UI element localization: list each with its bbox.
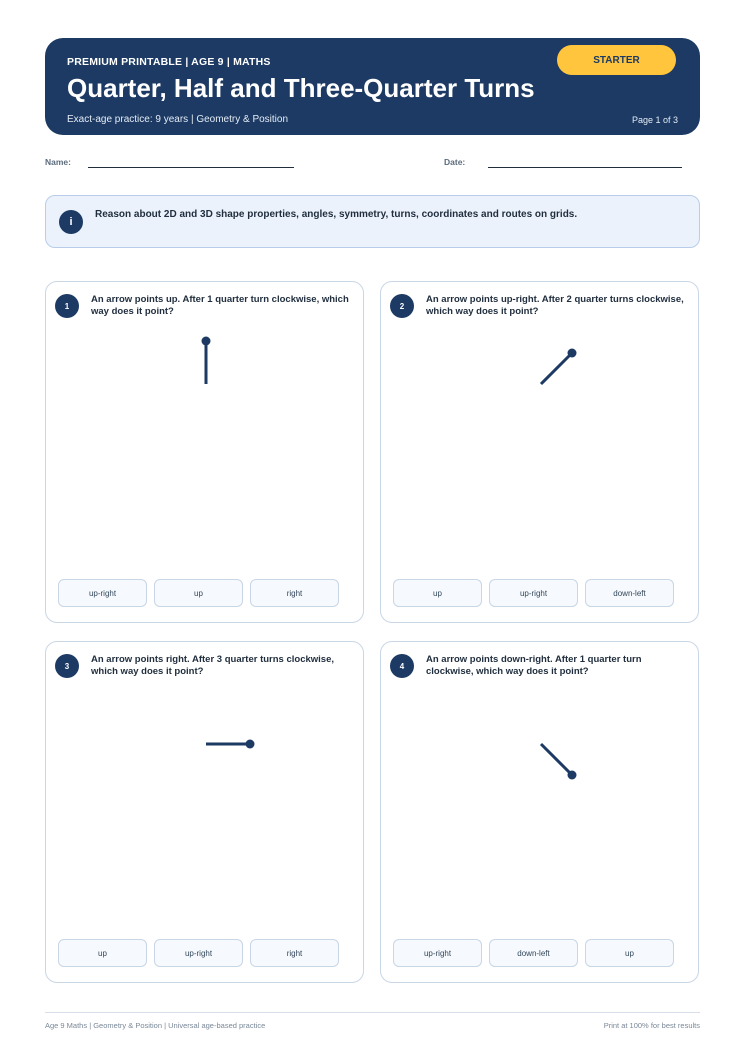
question-text: An arrow points right. After 3 quarter turns clockwise, which way does it point? xyxy=(91,654,334,677)
info-text: Reason about 2D and 3D shape properties, angles, symmetry, turns, coordinates and routes on grids. xyxy=(95,209,578,220)
question-card-1 xyxy=(45,281,364,623)
answer-option[interactable]: up xyxy=(585,939,674,967)
answer-option[interactable]: up-right xyxy=(489,579,578,607)
question-card-3 xyxy=(45,641,364,983)
arrow-up-right-icon xyxy=(381,282,700,582)
answer-option[interactable]: up xyxy=(58,939,147,967)
arrow-down-right-icon xyxy=(381,642,700,942)
answer-options xyxy=(58,939,342,969)
header-kicker: PREMIUM PRINTABLE | AGE 9 | MATHS xyxy=(67,56,271,68)
footer-right: Print at 100% for best results xyxy=(603,1021,700,1030)
arrow-up-icon xyxy=(46,282,365,582)
answer-option[interactable]: down-left xyxy=(489,939,578,967)
footer-left: Age 9 Maths | Geometry & Position | Universal age-based practice xyxy=(45,1021,266,1030)
answer-option[interactable]: right xyxy=(250,579,339,607)
header-subtitle: Exact-age practice: 9 years | Geometry & Position xyxy=(67,114,289,125)
question-card-4 xyxy=(380,641,699,983)
level-badge: STARTER xyxy=(557,45,676,75)
question-text: An arrow points up-right. After 2 quarter turns clockwise, which way does it point? xyxy=(426,294,684,317)
info-box xyxy=(45,195,700,248)
answer-option[interactable]: down-left xyxy=(585,579,674,607)
answer-options xyxy=(58,579,342,609)
worksheet-header xyxy=(45,38,700,135)
date-field[interactable] xyxy=(488,167,682,168)
footer-divider xyxy=(45,1012,700,1013)
date-label: Date: xyxy=(444,157,466,167)
question-number: 2 xyxy=(390,294,414,318)
answer-options xyxy=(393,939,677,969)
answer-option[interactable]: up xyxy=(393,579,482,607)
answer-option[interactable]: up-right xyxy=(154,939,243,967)
name-field[interactable] xyxy=(88,167,294,168)
arrow-right-icon xyxy=(46,642,365,942)
answer-option[interactable]: up-right xyxy=(393,939,482,967)
info-icon: i xyxy=(59,210,83,234)
page-title: Quarter, Half and Three-Quarter Turns xyxy=(67,73,535,103)
question-text: An arrow points down-right. After 1 quarter turn clockwise, which way does it point? xyxy=(426,654,642,677)
question-card-2 xyxy=(380,281,699,623)
question-text: An arrow points up. After 1 quarter turn clockwise, which way does it point? xyxy=(91,294,349,317)
answer-option[interactable]: up xyxy=(154,579,243,607)
answer-option[interactable]: up-right xyxy=(58,579,147,607)
question-number: 3 xyxy=(55,654,79,678)
answer-options xyxy=(393,579,677,609)
answer-option[interactable]: right xyxy=(250,939,339,967)
question-number: 4 xyxy=(390,654,414,678)
question-number: 1 xyxy=(55,294,79,318)
name-label: Name: xyxy=(45,157,71,167)
page-number: Page 1 of 3 xyxy=(631,115,678,125)
